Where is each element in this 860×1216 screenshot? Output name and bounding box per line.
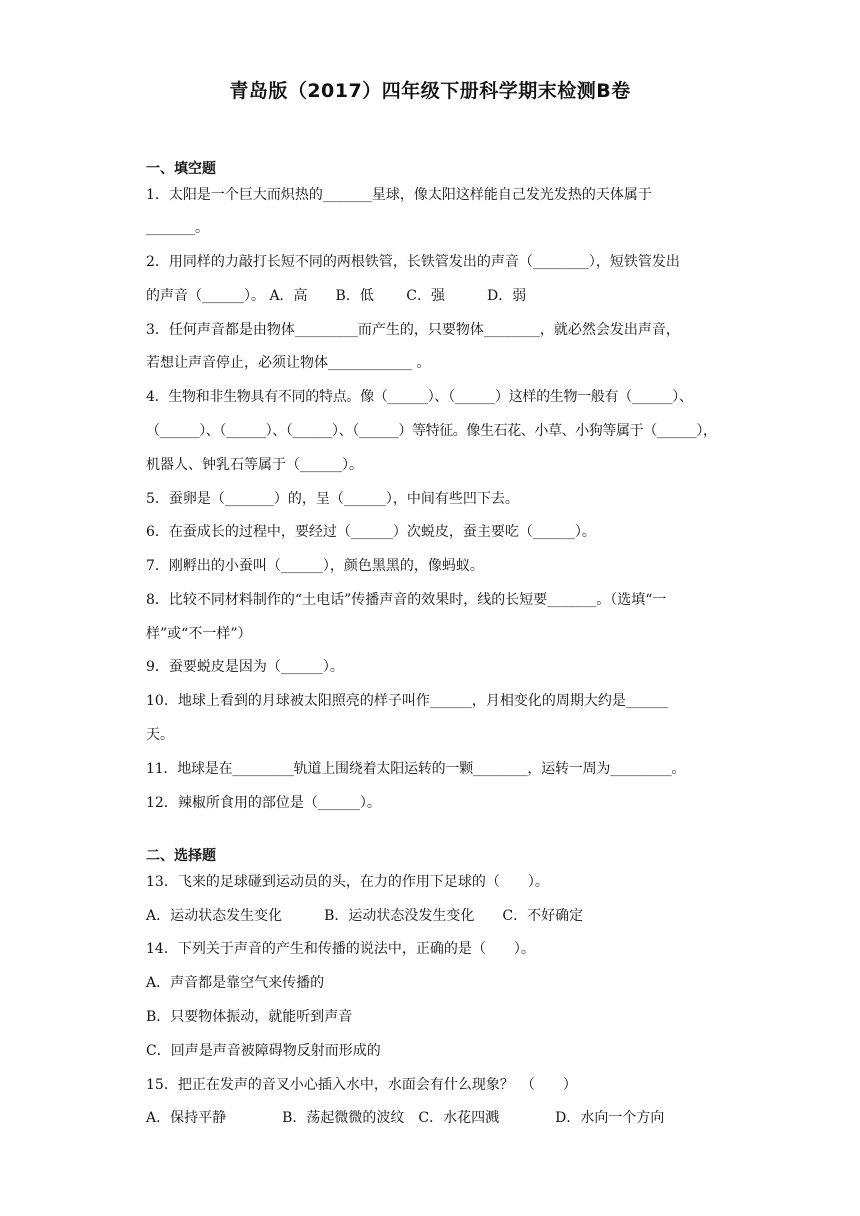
question-line: 9．蚕要蜕皮是因为（______）。 — [146, 659, 344, 675]
page-title: 青岛版（2017）四年级下册科学期末检测B卷 — [229, 80, 631, 102]
question-line: 6．在蚕成长的过程中，要经过（______）次蜕皮，蚕主要吃（______）。 — [146, 524, 596, 540]
question-line: 5．蚕卵是（_______）的，呈（______），中间有些凹下去。 — [146, 491, 519, 507]
question-line: 13．飞来的足球碰到运动员的头，在力的作用下足球的（ ）。 — [146, 874, 549, 890]
question-line: 天。 — [146, 727, 174, 743]
question-line: 样”或“不一样”） — [146, 626, 252, 642]
question-line: 机器人、钟乳石等属于（______）。 — [146, 457, 363, 473]
question-line: 4．生物和非生物具有不同的特点。像（______）、（______）这样的生物一般有（______）、 — [146, 389, 693, 405]
question-line: 7．刚孵出的小蚕叫（______），颜色黑黑的，像蚂蚁。 — [146, 558, 484, 574]
question-line: 2．用同样的力敲打长短不同的两根铁管，长铁管发出的声音（________），短铁管发出 — [146, 254, 680, 270]
question-line: 3．任何声音都是由物体_________而产生的，只要物体________，就必然会发出声音， — [146, 322, 680, 338]
question-line: 12．辣椒所食用的部位是（______）。 — [146, 795, 381, 811]
answer-option-line: A．声音都是靠空气来传播的 — [146, 975, 325, 991]
answer-option-line: A．保持平静 B．荡起微微的波纹 C．水花四溅 D．水向一个方向 — [146, 1110, 665, 1126]
question-line: （______）、（______）、（______）、（______）等特征。像生石花、小草、小狗等属于（______）， — [146, 423, 717, 439]
question-line: _______。 — [146, 220, 209, 236]
section-heading-multiple-choice: 二、选择题 — [146, 848, 216, 864]
question-line: 15．把正在发声的音叉小心插入水中，水面会有什么现象？ （ ） — [146, 1077, 577, 1093]
question-line: 11．地球是在_________轨道上围绕着太阳运转的一颗________，运转一周为_________。 — [146, 761, 686, 777]
section-heading-fill-blank: 一、填空题 — [146, 161, 216, 177]
question-line: 14．下列关于声音的产生和传播的说法中，正确的是（ ）。 — [146, 941, 535, 957]
question-line: 若想让声音停止，必须让物体____________ 。 — [146, 355, 431, 371]
answer-option-line: A．运动状态发生变化 B．运动状态没发生变化 C．不好确定 — [146, 908, 584, 924]
answer-option-line: B．只要物体振动，就能听到声音 — [146, 1009, 353, 1025]
question-line: 8．比较不同材料制作的“土电话”传播声音的效果时，线的长短要_______。（选填“一 — [146, 592, 667, 608]
question-line: 的声音（______）。 A．高 B．低 C．强 D．弱 — [146, 288, 527, 304]
answer-option-line: C．回声是声音被障碍物反射而形成的 — [146, 1043, 381, 1059]
question-line: 1．太阳是一个巨大而炽热的_______星球，像太阳这样能自己发光发热的天体属于 — [146, 187, 652, 203]
question-line: 10．地球上看到的月球被太阳照亮的样子叫作______，月相变化的周期大约是______ — [146, 693, 668, 709]
